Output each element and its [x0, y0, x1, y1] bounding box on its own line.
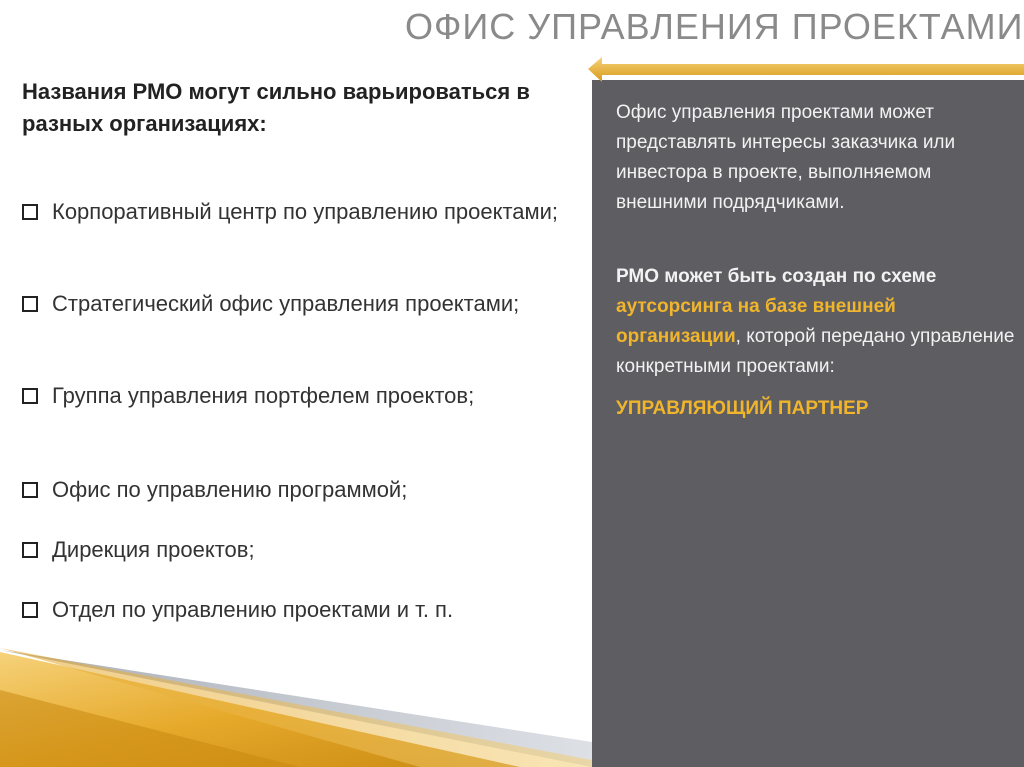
paragraph-2-accent: аутсорсинга на базе внешней организации	[616, 296, 896, 347]
page-title: ОФИС УПРАВЛЕНИЯ ПРОЕКТАМИ	[405, 6, 1024, 47]
checkbox-bullet-icon	[22, 602, 38, 618]
paragraph-2-lead: РМО может быть создан по схеме	[616, 266, 937, 287]
paragraph-2-tail: , которой передано управление конкретными проектами:	[616, 326, 1015, 377]
list-item	[22, 594, 582, 626]
list-item-text: Офис по управлению программой;	[52, 477, 408, 502]
list-item	[22, 474, 582, 506]
list-item-text: Стратегический офис управления проектами;	[52, 291, 520, 316]
list-item-text: Группа управления портфелем проектов;	[52, 383, 475, 408]
list-item	[22, 196, 582, 228]
list-item-text: Дирекция проектов;	[52, 537, 255, 562]
checkbox-bullet-icon	[22, 204, 38, 220]
checkbox-bullet-icon	[22, 388, 38, 404]
list-item	[22, 380, 582, 412]
checkbox-bullet-icon	[22, 542, 38, 558]
slide-subtitle: Названия РМО могут сильно варьироваться в разных организациях:	[22, 79, 530, 136]
list-item-text: Корпоративный центр по управлению проектами;	[52, 199, 559, 224]
panel-paragraph-2	[616, 262, 1016, 382]
list-item-text: Отдел по управлению проектами и т. п.	[52, 597, 454, 622]
managing-partner-label: УПРАВЛЯЮЩИЙ ПАРТНЕР	[616, 398, 869, 419]
panel-paragraph-1: Офис управления проектами может представлять интересы заказчика или инвестора в проекте, выполняемом внешними подрядчиками.	[616, 102, 956, 213]
checkbox-bullet-icon	[22, 296, 38, 312]
checkbox-bullet-icon	[22, 482, 38, 498]
list-item	[22, 288, 582, 320]
list-item	[22, 534, 582, 566]
